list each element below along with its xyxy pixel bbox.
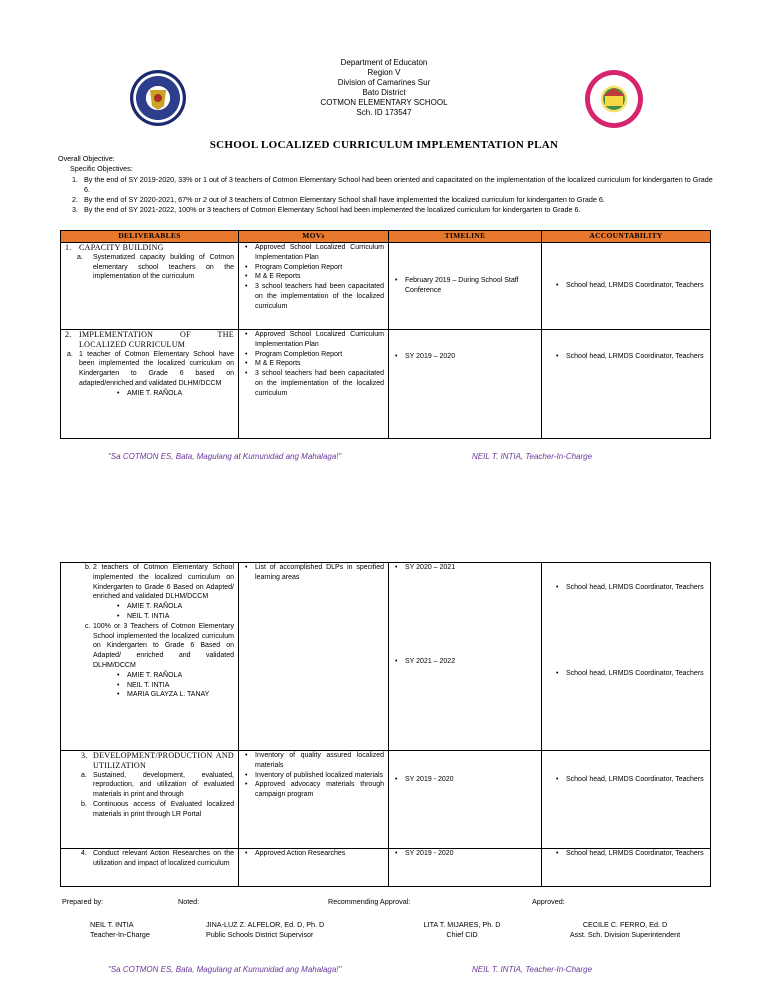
- deliverable-cell: [61, 563, 239, 751]
- movs-cell: [239, 563, 389, 751]
- deliverable-number: 1.: [65, 243, 72, 252]
- accountability-text: • School head, LRMDS Coordinator, Teachers: [566, 669, 706, 679]
- column-header-timeline: TIMELINE: [389, 231, 542, 243]
- sub-item-letter: a.: [67, 350, 73, 358]
- prepared-by-label: Prepared by:: [62, 897, 104, 906]
- signatory-role: Teacher-In-Charge: [90, 930, 150, 939]
- sub-item-letter: a.: [81, 771, 87, 779]
- mov-item: • 3 school teachers had been capacitated on the implementation of the localized curriculum: [255, 282, 384, 311]
- noted-label: Noted:: [178, 897, 200, 906]
- signatory-name: NEIL T. INTIA: [90, 920, 134, 929]
- signatory-role: Public Schools District Supervisor: [206, 930, 314, 939]
- mov-item: • Approved Action Researches: [255, 849, 384, 859]
- recommending-approval-label: Recommending Approval:: [328, 897, 411, 906]
- mov-item: • Inventory of published localized materials: [255, 771, 384, 781]
- objective-number: 2.: [72, 195, 78, 205]
- objective-number: 3.: [72, 205, 78, 215]
- mov-item: • Program Completion Report: [255, 350, 384, 360]
- objective-item: [58, 195, 718, 205]
- movs-cell: [239, 751, 389, 849]
- accountability-cell: [542, 563, 711, 751]
- timeline-text: • SY 2019 – 2020: [405, 352, 537, 362]
- deliverable-number: 4.: [81, 850, 87, 857]
- teacher-name: • NEIL T. INTIA: [127, 612, 234, 622]
- accountability-cell: [542, 849, 711, 887]
- mov-item: • M & E Reports: [255, 272, 384, 282]
- motto-signature: NEIL T. INTIA, Teacher-In-Charge: [472, 965, 593, 974]
- table-row: [61, 751, 711, 849]
- movs-cell: [239, 243, 389, 330]
- deliverable-heading: IMPLEMENTATION OF THE LOCALIZED CURRICULUM: [79, 330, 234, 349]
- document-title: SCHOOL LOCALIZED CURRICULUM IMPLEMENTATION PLAN: [209, 139, 559, 151]
- mov-item: • Approved School Localized Curriculum Implementation Plan: [255, 243, 384, 263]
- sub-item-letter: b.: [85, 564, 91, 571]
- deliverable-cell: [61, 751, 239, 849]
- letterhead-line: Sch. ID 173547: [356, 108, 412, 117]
- signatory-role: Chief CID: [446, 930, 478, 939]
- accountability-text: • School head, LRMDS Coordinator, Teachers: [566, 281, 706, 291]
- mov-item: • List of accomplished DLPs in specified learning areas: [255, 563, 384, 583]
- column-header-movs: MOVs: [239, 231, 389, 243]
- sub-item-text: 2 teachers of Cotmon Elementary School implemented the localized curriculum on Kindergarten to Grade 6 Based on Adapted/ enriched and validated DLHM/DCCM: [93, 564, 234, 601]
- school-motto: "Sa COTMON ES, Bata, Magulang at Kumunidad ang Mahalaga!": [108, 965, 342, 974]
- accountability-text: • School head, LRMDS Coordinator, Teachers: [566, 775, 706, 785]
- deliverable-heading: DEVELOPMENT/PRODUCTION AND UTILIZATION: [93, 751, 234, 770]
- mov-item: • Approved advocacy materials through campaign program: [255, 780, 384, 800]
- table-header-row: [61, 231, 711, 243]
- timeline-text: • SY 2019 - 2020: [405, 849, 537, 859]
- sub-item-letter: c.: [85, 622, 91, 630]
- deliverable-cell: [61, 243, 239, 330]
- movs-cell: [239, 330, 389, 439]
- signatory-name: LITA T. MIJARES, Ph. D: [423, 920, 501, 929]
- teacher-name: • NEIL T. INTIA: [127, 681, 234, 691]
- deliverable-cell: [61, 330, 239, 439]
- plan-table-page1: [60, 230, 711, 439]
- letterhead-line: Region V: [367, 68, 401, 77]
- column-header-accountability: ACCOUNTABILITY: [542, 231, 711, 243]
- table-row: [61, 330, 711, 439]
- timeline-text: • SY 2020 – 2021: [405, 563, 537, 573]
- objectives-section: [58, 154, 718, 216]
- objective-text: By the end of SY 2020-2021, 67% or 2 out of 3 teachers of Cotmon Elementary School shall have implemented the localized curriculum for kindergarten to Grade 6.: [84, 195, 605, 205]
- sub-item-letter: b.: [81, 800, 87, 808]
- timeline-text: • SY 2019 - 2020: [405, 775, 537, 785]
- teacher-name: • AMIE T. RAÑOLA: [127, 389, 234, 399]
- signatory-name: CECILE C. FERRO, Ed. D: [582, 920, 668, 929]
- deliverable-number: 2.: [65, 330, 72, 339]
- accountability-text: • School head, LRMDS Coordinator, Teachers: [566, 352, 706, 362]
- timeline-cell: [389, 330, 542, 439]
- school-motto: "Sa COTMON ES, Bata, Magulang at Kumunidad ang Mahalaga!": [108, 452, 342, 461]
- mov-item: • 3 school teachers had been capacitated on the implementation of the localized curriculum: [255, 369, 384, 398]
- mov-item: • M & E Reports: [255, 359, 384, 369]
- sub-item-text: Continuous access of Evaluated localized materials in print through LR Portal: [93, 800, 234, 818]
- objective-text: By the end of SY 2021-2022, 100% or 3 teachers of Cotmon Elementary School had been implemented the localized curriculum for kindergarten to Grade 6.: [84, 205, 581, 215]
- mov-item: • Approved School Localized Curriculum Implementation Plan: [255, 330, 384, 350]
- deliverable-heading: Conduct relevant Action Researches on the utilization and impact of localized curriculum: [93, 850, 234, 867]
- overall-objective-label: Overall Objective:: [58, 154, 115, 163]
- signatory-name: JINA-LUZ Z. ALFELOR, Ed. D, Ph. D: [206, 920, 325, 929]
- table-row: [61, 563, 711, 751]
- letterhead-line: COTMON ELEMENTARY SCHOOL: [320, 98, 448, 107]
- deliverable-number: 3.: [81, 751, 88, 760]
- signatory-role: Asst. Sch. Division Superintendent: [569, 930, 681, 939]
- objective-text: By the end of SY 2019-2020, 33% or 1 out of 3 teachers of Cotmon Elementary School had been oriented and capacitated on the implementation of the localized curriculum for kindergarten to Grade 6.: [84, 174, 713, 194]
- column-header-deliverables: DELIVERABLES: [61, 231, 239, 243]
- letterhead-line: Department of Educaton: [340, 58, 428, 67]
- accountability-text: • School head, LRMDS Coordinator, Teachers: [566, 583, 706, 593]
- objective-item: [58, 205, 718, 215]
- approved-label: Approved:: [532, 897, 565, 906]
- timeline-cell: [389, 849, 542, 887]
- signatory: [90, 920, 150, 940]
- specific-objectives-label: Specific Objectives:: [70, 164, 133, 174]
- deliverable-heading: CAPACITY BUILDING: [79, 243, 164, 252]
- letterhead-line: Division of Camarines Sur: [337, 78, 431, 87]
- timeline-cell: [389, 751, 542, 849]
- signatory: [560, 920, 690, 940]
- accountability-text: • School head, LRMDS Coordinator, Teachers: [566, 849, 706, 859]
- timeline-cell: [389, 243, 542, 330]
- teacher-name: • MARIA GLAYZA L. TANAY: [127, 690, 234, 700]
- movs-cell: [239, 849, 389, 887]
- sub-item-letter: a.: [77, 253, 83, 261]
- timeline-text: • SY 2021 – 2022: [405, 657, 537, 667]
- table-row: [61, 243, 711, 330]
- teacher-name: • AMIE T. RAÑOLA: [127, 671, 234, 681]
- timeline-text: • February 2019 – During School Staff Conference: [405, 276, 537, 296]
- table-row: [61, 849, 711, 887]
- motto-signature: NEIL T. INTIA, Teacher-In-Charge: [472, 452, 593, 461]
- sub-item-text: 100% or 3 Teachers of Cotmon Elementary School implemented the localized curriculum on Kindergarten to Grade 6 Based on Adapted/ enriched and validated DLHM/DCCM: [93, 622, 234, 669]
- plan-table-page2: [60, 562, 711, 887]
- letterhead-line: Bato District: [362, 88, 406, 97]
- signatory: [412, 920, 512, 940]
- teacher-name: • AMIE T. RAÑOLA: [127, 602, 234, 612]
- accountability-cell: [542, 330, 711, 439]
- mov-item: • Program Completion Report: [255, 263, 384, 273]
- mov-item: • Inventory of quality assured localized materials: [255, 751, 384, 771]
- sub-item-text: Systematized capacity building of Cotmon elementary school teachers on the implementation of the curriculum: [93, 253, 234, 281]
- objective-number: 1.: [72, 174, 78, 184]
- deliverable-cell: [61, 849, 239, 887]
- accountability-cell: [542, 751, 711, 849]
- signatory: [206, 920, 324, 940]
- letterhead: [0, 58, 768, 118]
- timeline-cell: [389, 563, 542, 751]
- objective-item: [58, 175, 718, 196]
- accountability-cell: [542, 243, 711, 330]
- sub-item-text: 1 teacher of Cotmon Elementary School have been implemented the localized curriculum on Kindergarten to Grade 6 based on adapted/enriched and validated DLHM/DCCM: [79, 350, 234, 387]
- sub-item-text: Sustained, development, evaluated, reproduction, and utilization of evaluated materials in print and through: [93, 771, 234, 799]
